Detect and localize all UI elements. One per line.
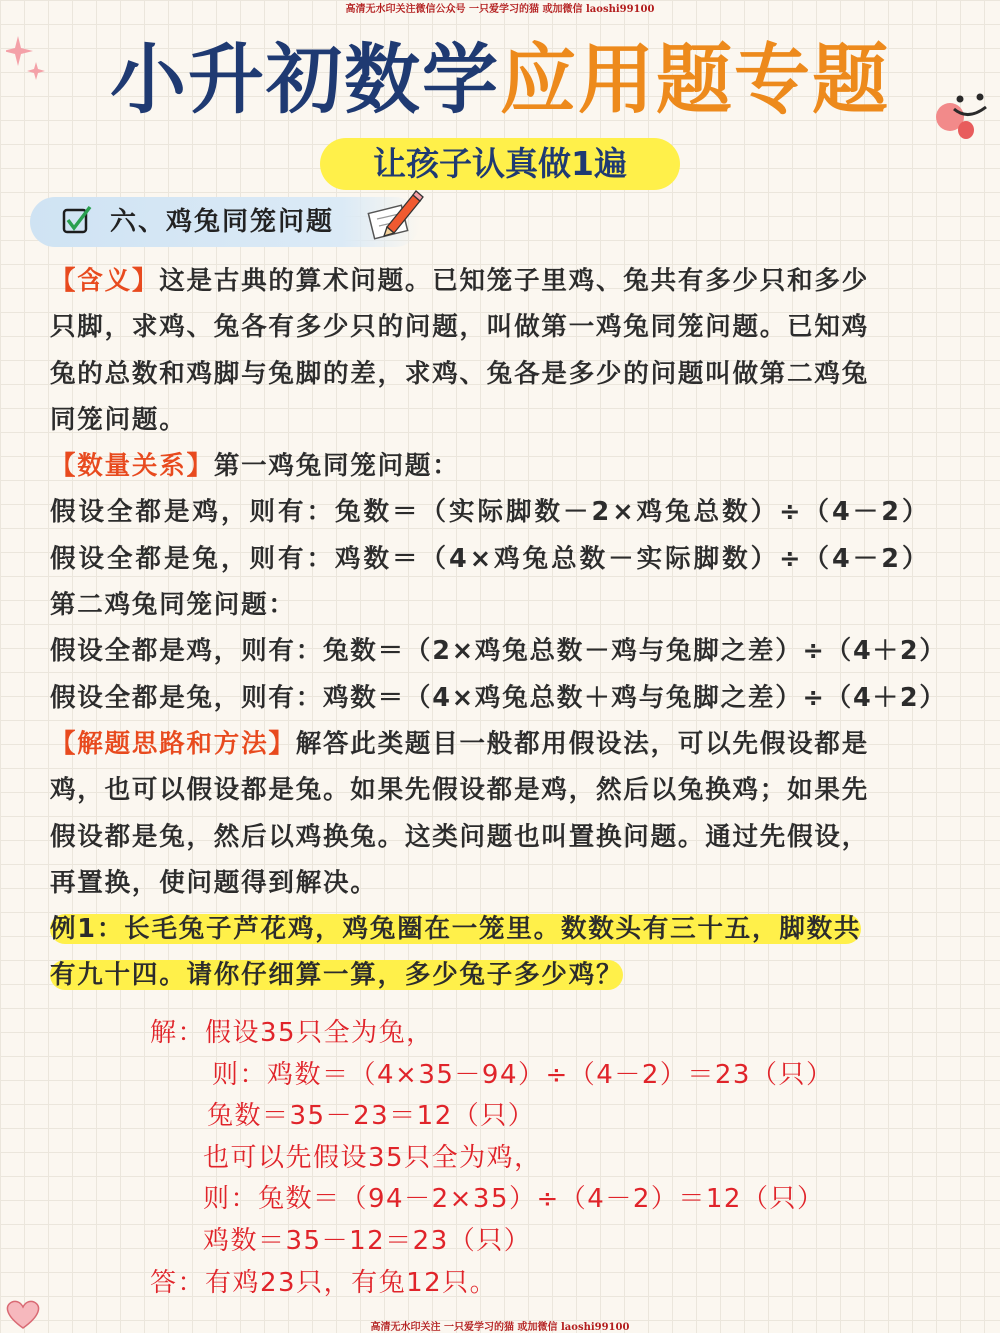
checkbox-icon: [62, 205, 92, 235]
watermark-bottom: 高清无水印关注 一只爱学习的猫 或加微信 laoshi99100: [370, 1322, 630, 1333]
relation-label: 【数量关系】: [50, 451, 214, 482]
meaning-line-2: 只脚，求鸡、兔各有多少只的问题，叫做第一鸡兔同笼问题。已知鸡: [50, 312, 870, 343]
formula-line-3: 假设全都是鸡，则有：兔数＝（2×鸡兔总数－鸡与兔脚之差）÷（4＋2）: [50, 636, 947, 667]
section-header: [30, 197, 420, 247]
method-line-3: 假设都是兔，然后以鸡换兔。这类问题也叫置换问题。通过先假设，: [50, 821, 870, 852]
relation-subheading: 第二鸡兔同笼问题：: [50, 590, 296, 621]
solution-line-2: 则：鸡数＝（4×35－94）÷（4－2）＝23（只）: [212, 1060, 834, 1090]
title-part-1: 小升初数学: [110, 35, 500, 124]
method-label: 【解题思路和方法】: [50, 728, 296, 759]
smiley-face-icon: [930, 85, 996, 145]
formula-line-4: 假设全都是兔，则有：鸡数＝（4×鸡兔总数＋鸡与兔脚之差）÷（4＋2）: [50, 682, 947, 713]
meaning-line-4: 同笼问题。: [50, 404, 187, 435]
meaning-line-3: 兔的总数和鸡脚与兔脚的差，求鸡、兔各是多少的问题叫做第二鸡兔: [50, 358, 870, 389]
example-line-2: 有九十四。请你仔细算一算，多少兔子多少鸡？: [50, 960, 624, 991]
example-line-1: 例1：长毛兔子芦花鸡，鸡兔圈在一笼里。数数头有三十五，脚数共: [50, 914, 862, 945]
meaning-line-1: 【含义】这是古典的算术问题。已知笼子里鸡、兔共有多少只和多少: [50, 266, 870, 296]
solution-line-6: 鸡数＝35－12＝23（只）: [203, 1226, 532, 1256]
solution-line-5: 则：兔数＝（94－2×35）÷（4－2）＝12（只）: [203, 1184, 825, 1214]
content-body: [50, 258, 980, 999]
solution-block: [0, 1013, 1000, 1303]
solution-line-3: 兔数＝35－23＝12（只）: [207, 1101, 536, 1131]
formula-line-2: 假设全都是兔，则有：鸡数＝（4×鸡兔总数－实际脚数）÷（4－2）: [50, 543, 931, 574]
section-label: 六、鸡兔同笼问题: [110, 207, 335, 237]
pencil-icon: [365, 187, 425, 242]
relation-heading: 【数量关系】第一鸡兔同笼问题：: [50, 451, 460, 482]
solution-line-4: 也可以先假设35只全为鸡，: [203, 1143, 542, 1173]
method-line-4: 再置换，使问题得到解决。: [50, 867, 378, 898]
title-part-2: 应用题专题: [500, 35, 890, 124]
watermark-top: 高清无水印关注微信公众号 一只爱学习的猫 或加微信 laoshi99100: [345, 4, 655, 15]
page-title: [0, 30, 1000, 130]
subtitle-badge: 让孩子认真做1遍: [320, 138, 680, 190]
method-line-2: 鸡，也可以假设都是兔。如果先假设都是鸡，然后以兔换鸡；如果先: [50, 775, 870, 806]
answer-line: 答：有鸡23只，有兔12只。: [150, 1268, 498, 1298]
method-line-1: 【解题思路和方法】解答此类题目一般都用假设法，可以先假设都是: [50, 728, 870, 759]
formula-line-1: 假设全都是鸡，则有：兔数＝（实际脚数－2×鸡兔总数）÷（4－2）: [50, 497, 931, 528]
solution-line-1: 解：假设35只全为兔，: [150, 1018, 434, 1048]
meaning-label: 【含义】: [50, 266, 160, 296]
